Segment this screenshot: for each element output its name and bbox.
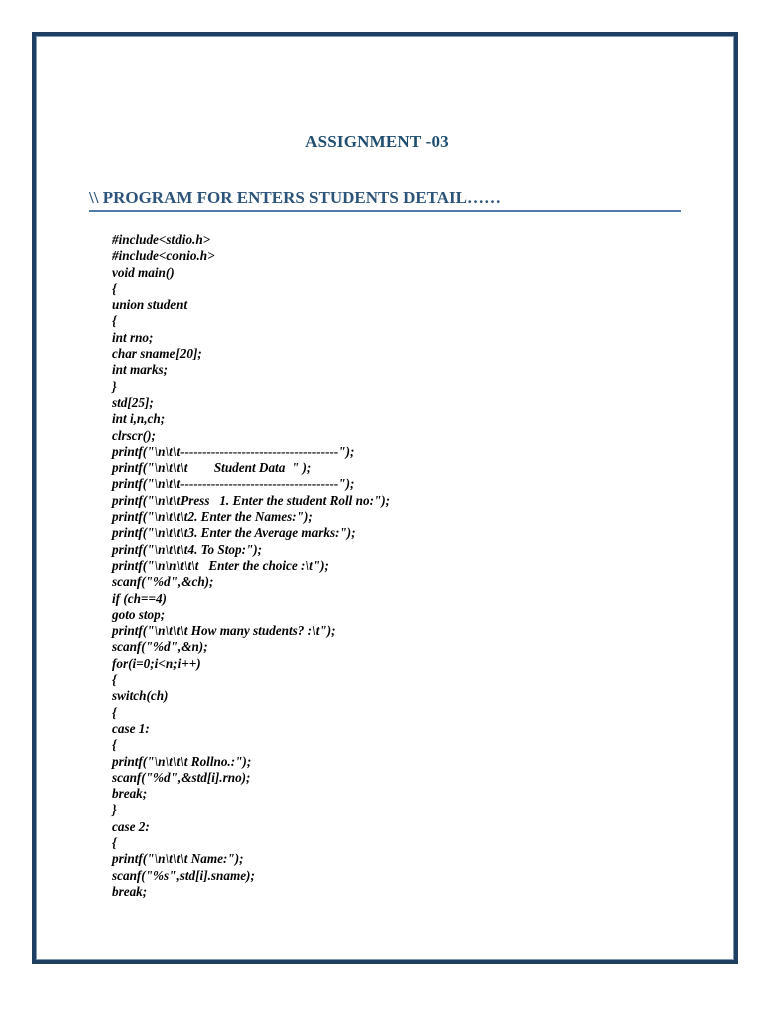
code-line: { [112, 313, 117, 329]
code-line: break; [112, 883, 148, 899]
page-border [32, 32, 738, 964]
code-line: scanf("%d",&ch); [112, 574, 214, 590]
code-line: printf("\n\n\t\t\t Enter the choice :\t"); [112, 557, 329, 573]
code-line: int i,n,ch; [112, 411, 166, 427]
code-line: for(i=0;i<n;i++) [112, 655, 201, 671]
code-line: printf("\n\t\t\t2. Enter the Names:"); [112, 509, 313, 525]
code-line: switch(ch) [112, 688, 169, 704]
assignment-title: ASSIGNMENT -03 [305, 132, 449, 151]
code-line: printf("\n\t\t\t4. To Stop:"); [112, 541, 263, 557]
code-listing [112, 232, 390, 900]
code-line: { [112, 672, 117, 688]
code-line: #include<conio.h> [112, 248, 215, 264]
code-line: printf("\n\t\t\t Student Data " ); [112, 460, 312, 476]
code-line: scanf("%d",&n); [112, 639, 208, 655]
code-line: scanf("%s",std[i].sname); [112, 867, 255, 883]
code-line: { [112, 704, 117, 720]
code-line: case 1: [112, 720, 150, 736]
code-line: } [112, 378, 117, 394]
code-line: char sname[20]; [112, 346, 202, 362]
code-line: { [112, 737, 117, 753]
code-line: int marks; [112, 362, 169, 378]
code-line: goto stop; [112, 606, 166, 622]
code-line: union student [112, 297, 188, 313]
code-line: scanf("%d",&std[i].rno); [112, 769, 251, 785]
code-line: printf("\n\t\t\t How many students? :\t"); [112, 623, 336, 639]
code-line: clrscr(); [112, 427, 156, 443]
code-line: case 2: [112, 818, 150, 834]
code-line: printf("\n\t\t------------------------------------"); [112, 476, 355, 492]
code-line: int rno; [112, 329, 154, 345]
code-line: printf("\n\t\t------------------------------------"); [112, 443, 355, 459]
code-line: { [112, 280, 117, 296]
code-line: printf("\n\t\t\t Rollno.:"); [112, 753, 252, 769]
code-line: { [112, 834, 117, 850]
code-line: printf("\n\t\tPress 1. Enter the student Roll no:"); [112, 492, 391, 508]
code-line: printf("\n\t\t\t3. Enter the Average marks:"); [112, 525, 356, 541]
code-line: break; [112, 786, 148, 802]
code-line: if (ch==4) [112, 590, 167, 606]
code-line: printf("\n\t\t\t Name:"); [112, 851, 244, 867]
code-line: } [112, 802, 117, 818]
code-line: std[25]; [112, 394, 154, 410]
code-line: #include<stdio.h> [112, 232, 211, 247]
program-heading: \\ PROGRAM FOR ENTERS STUDENTS DETAIL…… [89, 188, 681, 212]
code-line: void main() [112, 264, 175, 280]
